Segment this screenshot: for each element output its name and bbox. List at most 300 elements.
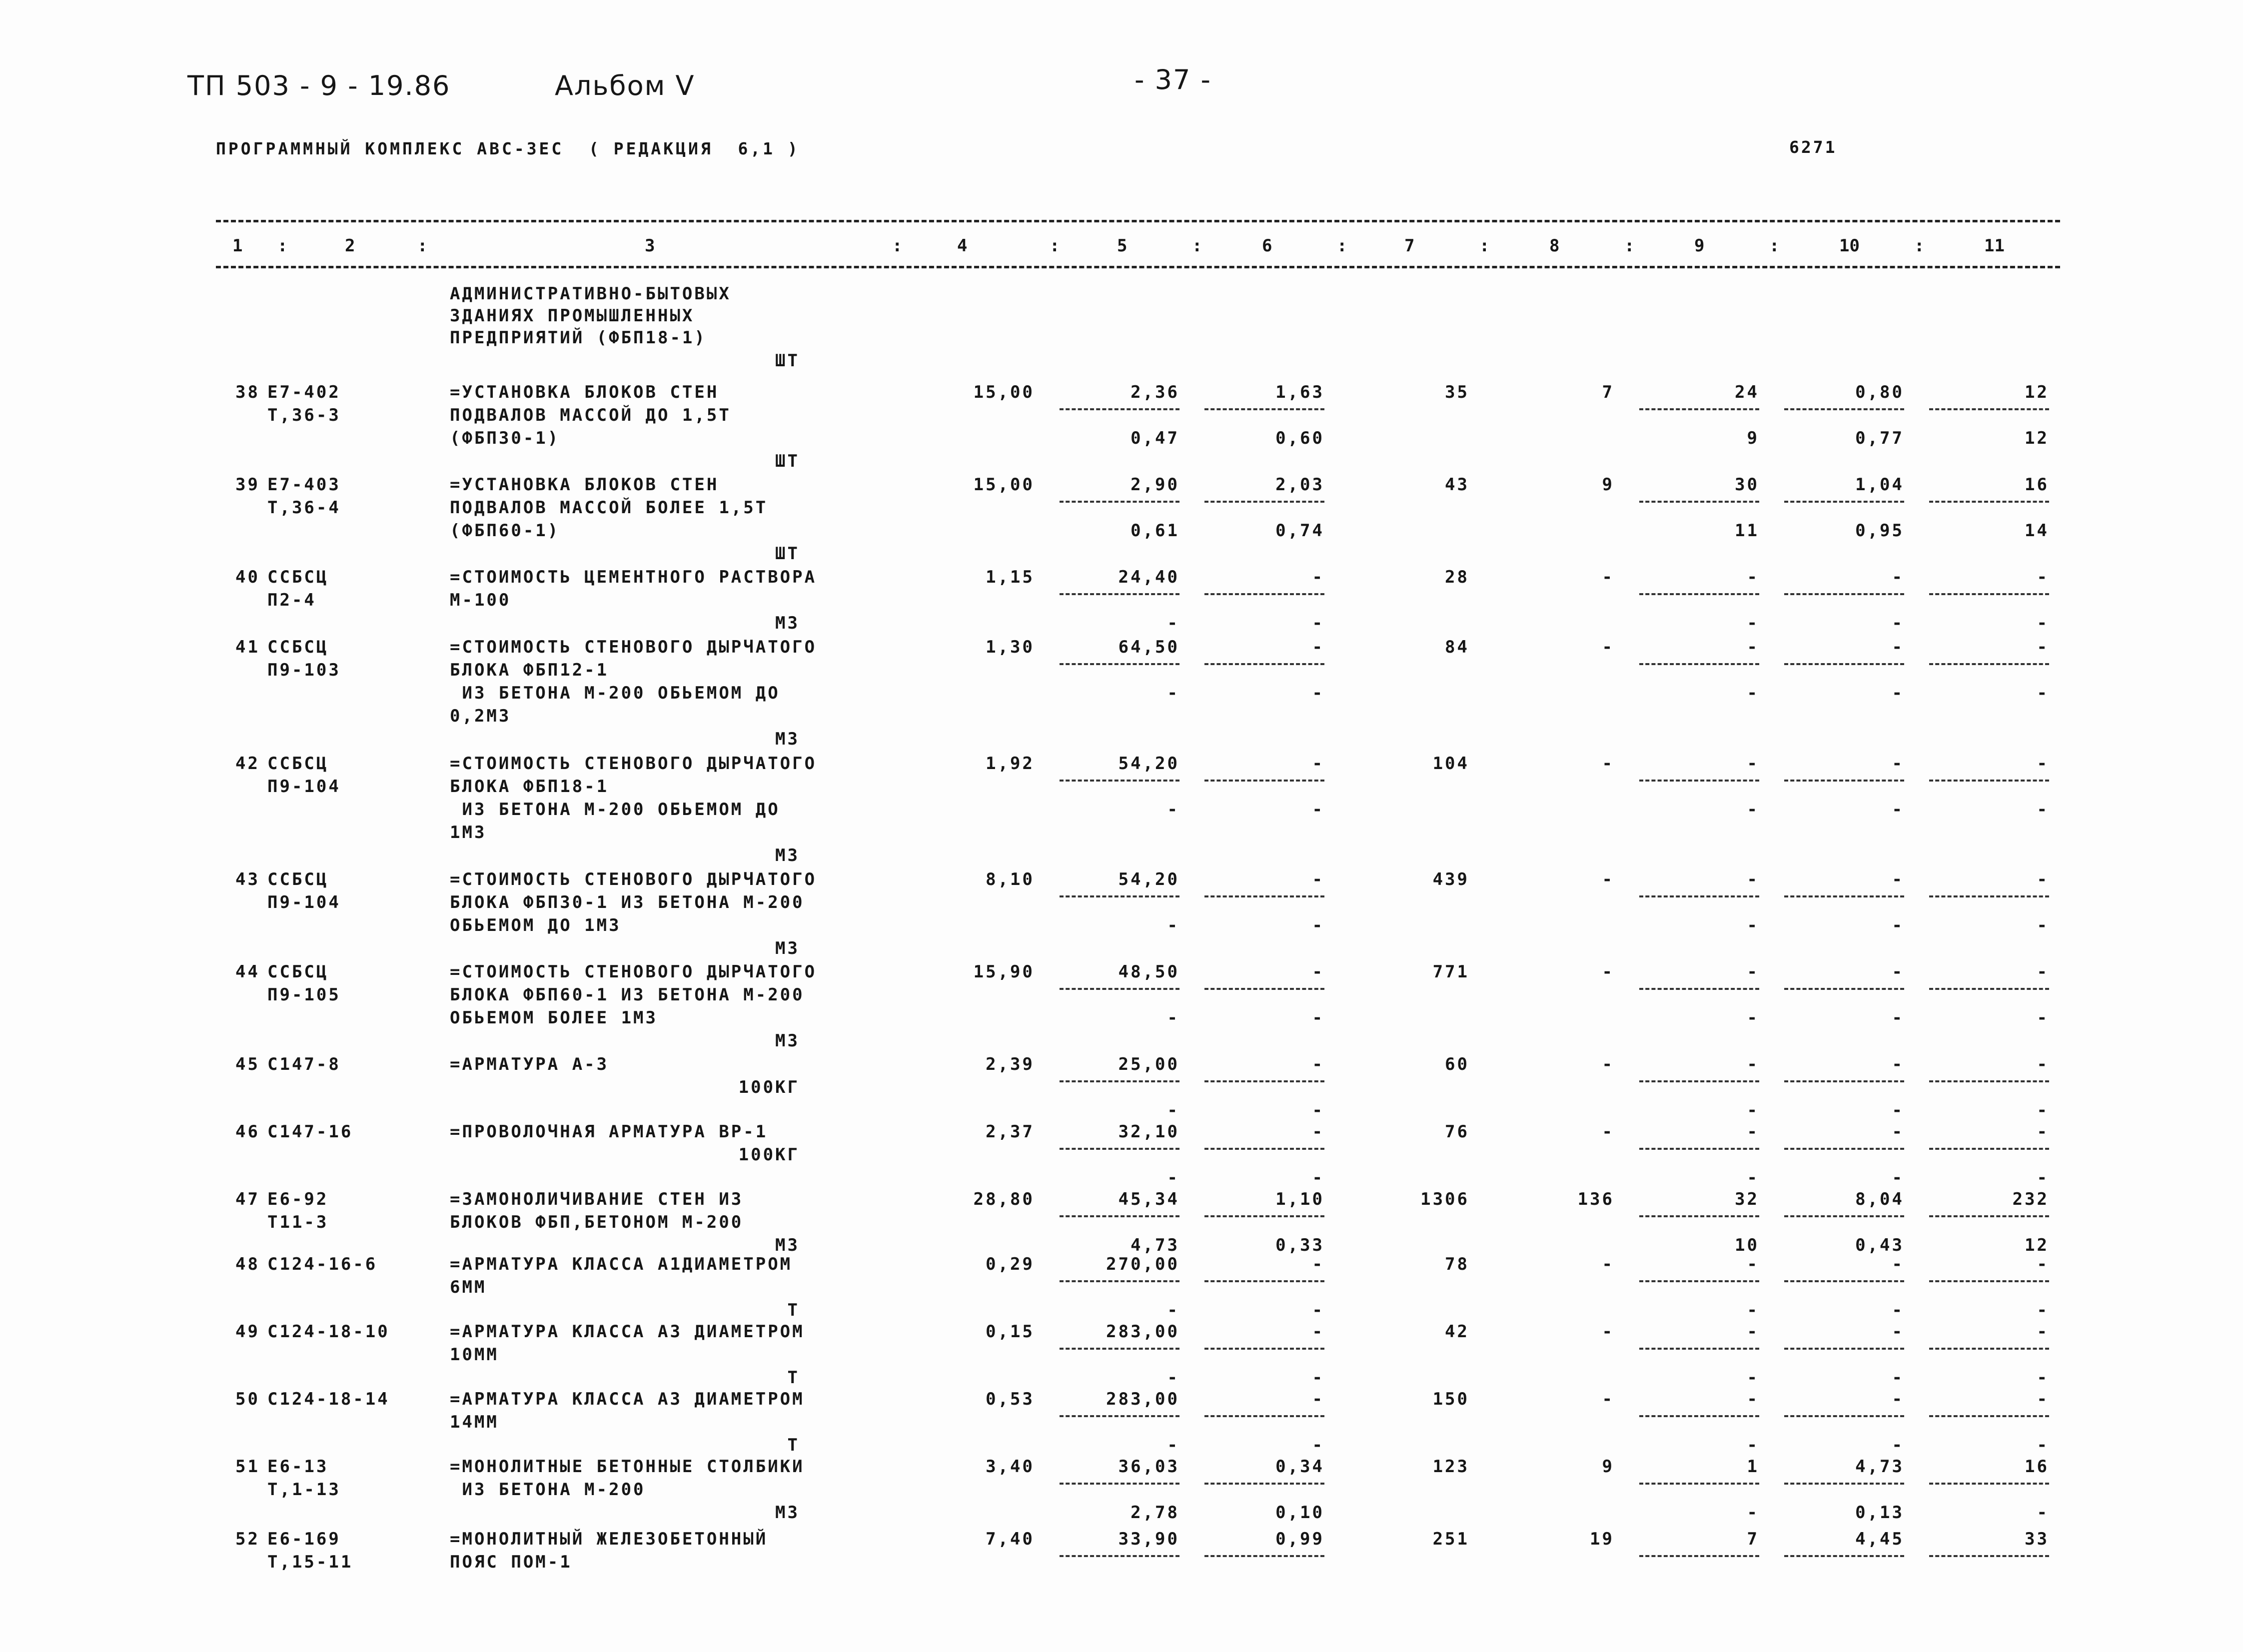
cell-c5-main: 36,03 bbox=[1118, 1457, 1179, 1477]
item-code: С147-8 bbox=[267, 1054, 341, 1074]
cell-c6-sub: 0,60 bbox=[1275, 428, 1324, 448]
cell-c5-sub: - bbox=[1167, 915, 1179, 935]
cell-c6-main: - bbox=[1312, 637, 1324, 657]
cell-c10-main: - bbox=[1892, 637, 1904, 657]
cell-c6-rule bbox=[1204, 1348, 1324, 1350]
cell-c5-rule bbox=[1060, 1483, 1179, 1485]
album-label: Альбом V bbox=[555, 70, 695, 101]
row-number: 41 bbox=[235, 637, 260, 657]
cell-c11-main: - bbox=[2037, 869, 2049, 889]
cell-c5-rule bbox=[1060, 593, 1179, 595]
item-quantity: 15,00 bbox=[973, 382, 1035, 402]
cell-c5-rule bbox=[1060, 780, 1179, 782]
cell-c6-rule bbox=[1204, 1280, 1324, 1282]
cell-c5-main: 48,50 bbox=[1118, 962, 1179, 982]
cell-c8: - bbox=[1602, 1122, 1614, 1142]
cell-c10-rule bbox=[1784, 1555, 1904, 1557]
item-description: ПОЯС ПОМ-1 bbox=[450, 1552, 572, 1572]
cell-c7: 123 bbox=[1432, 1457, 1469, 1477]
program-title: ПРОГРАММНЫЙ КОМПЛЕКС АВС-3ЕС ( РЕДАКЦИЯ 6,1 ) bbox=[216, 139, 800, 158]
item-quantity: 1,15 bbox=[986, 567, 1035, 587]
row-number: 45 bbox=[235, 1054, 260, 1074]
item-quantity: 8,10 bbox=[986, 869, 1035, 889]
cell-c5-main: 2,90 bbox=[1130, 475, 1179, 495]
cell-c6-main: - bbox=[1312, 1254, 1324, 1274]
item-description: =АРМАТУРА КЛАССА А3 ДИАМЕТРОМ bbox=[450, 1322, 805, 1342]
item-code: ССБСЦ bbox=[267, 869, 329, 889]
cell-c6-sub: - bbox=[1312, 915, 1324, 935]
cell-c10-rule bbox=[1784, 988, 1904, 990]
row-number: 43 bbox=[235, 869, 260, 889]
cell-c10-rule bbox=[1784, 1483, 1904, 1485]
cell-c5-sub: - bbox=[1167, 1168, 1179, 1188]
cell-c6-sub: 0,10 bbox=[1275, 1503, 1324, 1523]
cell-c5-rule bbox=[1060, 1415, 1179, 1417]
item-quantity: 15,90 bbox=[973, 962, 1035, 982]
cell-c11-main: - bbox=[2037, 962, 2049, 982]
cell-c11-sub: 12 bbox=[2025, 1235, 2049, 1255]
item-description: ИЗ БЕТОНА М-200 ОБЬЕМОМ ДО bbox=[450, 800, 780, 820]
item-description: =СТОИМОСТЬ ЦЕМЕНТНОГО РАСТВОРА bbox=[450, 567, 817, 587]
item-code: Е6-169 bbox=[267, 1529, 341, 1549]
cell-c11-main: - bbox=[2037, 637, 2049, 657]
cell-c11-sub: - bbox=[2037, 800, 2049, 820]
cell-c6-rule bbox=[1204, 1415, 1324, 1417]
item-code: ССБСЦ bbox=[267, 962, 329, 982]
cell-c9-main: - bbox=[1747, 637, 1759, 657]
item-unit: ШТ bbox=[775, 544, 800, 564]
item-quantity: 3,40 bbox=[986, 1457, 1035, 1477]
cell-c7: 84 bbox=[1445, 637, 1469, 657]
cell-c6-main: - bbox=[1312, 869, 1324, 889]
cell-c11-sub: - bbox=[2037, 1008, 2049, 1028]
cell-c11-main: - bbox=[2037, 754, 2049, 774]
cell-c9-rule bbox=[1639, 780, 1759, 782]
cell-c9-sub: - bbox=[1747, 1300, 1759, 1320]
row-number: 52 bbox=[235, 1529, 260, 1549]
cell-c6-main: - bbox=[1312, 567, 1324, 587]
col-header-8: 8 bbox=[1549, 236, 1560, 256]
col-header-2: 2 bbox=[345, 236, 355, 256]
cell-c5-main: 25,00 bbox=[1118, 1054, 1179, 1074]
item-code: С124-18-10 bbox=[267, 1322, 390, 1342]
cell-c5-sub: - bbox=[1167, 613, 1179, 633]
cell-c5-main: 270,00 bbox=[1106, 1254, 1179, 1274]
item-code: С147-16 bbox=[267, 1122, 353, 1142]
item-description: 1М3 bbox=[450, 823, 487, 842]
item-description: =МОНОЛИТНЫЕ БЕТОННЫЕ СТОЛБИКИ bbox=[450, 1457, 805, 1477]
row-number: 42 bbox=[235, 754, 260, 774]
cell-c11-main: - bbox=[2037, 1254, 2049, 1274]
cell-c6-rule bbox=[1204, 1215, 1324, 1217]
cell-c10-main: 1,04 bbox=[1855, 475, 1904, 495]
item-description: =СТОИМОСТЬ СТЕНОВОГО ДЫРЧАТОГО bbox=[450, 637, 817, 657]
item-unit: Т bbox=[787, 1368, 800, 1388]
cell-c9-main: 24 bbox=[1735, 382, 1759, 402]
item-description: ОБЬЕМОМ БОЛЕЕ 1М3 bbox=[450, 1008, 658, 1028]
cell-c5-main: 2,36 bbox=[1130, 382, 1179, 402]
cell-c5-main: 64,50 bbox=[1118, 637, 1179, 657]
cell-c7: 150 bbox=[1432, 1389, 1469, 1409]
cell-c10-sub: 0,13 bbox=[1855, 1503, 1904, 1523]
cell-c9-sub: 11 bbox=[1735, 521, 1759, 541]
row-number: 50 bbox=[235, 1389, 260, 1409]
item-code: ССБСЦ bbox=[267, 567, 329, 587]
cell-c9-main: - bbox=[1747, 1322, 1759, 1342]
item-description: (ФБП30-1) bbox=[450, 428, 560, 448]
cell-c8: - bbox=[1602, 1254, 1614, 1274]
cell-c11-rule bbox=[1929, 1148, 2049, 1150]
item-quantity: 7,40 bbox=[986, 1529, 1035, 1549]
item-code: С124-16-6 bbox=[267, 1254, 378, 1274]
cell-c9-main: - bbox=[1747, 869, 1759, 889]
cell-c7: 43 bbox=[1445, 475, 1469, 495]
cell-c9-rule bbox=[1639, 1483, 1759, 1485]
item-code: ССБСЦ bbox=[267, 637, 329, 657]
cell-c10-sub: - bbox=[1892, 1168, 1904, 1188]
document-code: 6271 bbox=[1789, 137, 1837, 157]
cell-c10-rule bbox=[1784, 1215, 1904, 1217]
item-unit: М3 bbox=[775, 845, 800, 865]
cell-c5-sub: 2,78 bbox=[1130, 1503, 1179, 1523]
item-unit: Т bbox=[787, 1435, 800, 1455]
tp-number: ТП 503 - 9 - 19.86 bbox=[187, 70, 451, 101]
cell-c6-sub: - bbox=[1312, 683, 1324, 703]
cell-c5-rule bbox=[1060, 663, 1179, 665]
cell-c11-main: - bbox=[2037, 1322, 2049, 1342]
item-description: 14ММ bbox=[450, 1412, 499, 1432]
cell-c11-rule bbox=[1929, 1483, 2049, 1485]
cell-c9-rule bbox=[1639, 663, 1759, 665]
item-description: =АРМАТУРА КЛАССА А3 ДИАМЕТРОМ bbox=[450, 1389, 805, 1409]
cell-c9-rule bbox=[1639, 1280, 1759, 1282]
row-number: 39 bbox=[235, 475, 260, 495]
cell-c11-main: - bbox=[2037, 1054, 2049, 1074]
item-description: =АРМАТУРА КЛАССА А1ДИАМЕТРОМ bbox=[450, 1254, 793, 1274]
cell-c10-sub: - bbox=[1892, 915, 1904, 935]
cell-c6-main: - bbox=[1312, 1122, 1324, 1142]
cell-c6-rule bbox=[1204, 1148, 1324, 1150]
cell-c11-rule bbox=[1929, 408, 2049, 410]
cell-c8: 136 bbox=[1577, 1189, 1614, 1209]
row-number: 44 bbox=[235, 962, 260, 982]
cell-c9-rule bbox=[1639, 593, 1759, 595]
cell-c9-main: 7 bbox=[1747, 1529, 1759, 1549]
item-description: =СТОИМОСТЬ СТЕНОВОГО ДЫРЧАТОГО bbox=[450, 962, 817, 982]
cell-c5-rule bbox=[1060, 895, 1179, 897]
cell-c11-sub: - bbox=[2037, 1503, 2049, 1523]
item-description: =ЗАМОНОЛИЧИВАНИЕ СТЕН ИЗ bbox=[450, 1189, 744, 1209]
cell-c6-sub: 0,33 bbox=[1275, 1235, 1324, 1255]
cell-c5-main: 54,20 bbox=[1118, 754, 1179, 774]
cell-c10-main: - bbox=[1892, 869, 1904, 889]
cell-c5-sub: - bbox=[1167, 1435, 1179, 1455]
item-code: П9-104 bbox=[267, 777, 341, 797]
col-header-7: 7 bbox=[1404, 236, 1415, 256]
cell-c7: 251 bbox=[1432, 1529, 1469, 1549]
item-unit: 100КГ bbox=[738, 1077, 800, 1097]
item-code: Т,15-11 bbox=[267, 1552, 353, 1572]
cell-c6-rule bbox=[1204, 1483, 1324, 1485]
cell-c10-sub: - bbox=[1892, 683, 1904, 703]
cell-c11-rule bbox=[1929, 501, 2049, 503]
cell-c8: 9 bbox=[1602, 475, 1614, 495]
cell-c10-sub: - bbox=[1892, 1008, 1904, 1028]
item-code: Е7-403 bbox=[267, 475, 341, 495]
item-code: Т,36-4 bbox=[267, 498, 341, 518]
cell-c10-main: - bbox=[1892, 1322, 1904, 1342]
cell-c6-rule bbox=[1204, 593, 1324, 595]
cell-c6-rule bbox=[1204, 988, 1324, 990]
cell-c11-rule bbox=[1929, 1415, 2049, 1417]
cell-c8: - bbox=[1602, 869, 1614, 889]
cell-c9-main: - bbox=[1747, 1054, 1759, 1074]
cell-c6-main: - bbox=[1312, 754, 1324, 774]
item-unit: Т bbox=[787, 1300, 800, 1320]
cell-c8: - bbox=[1602, 637, 1614, 657]
cell-c9-rule bbox=[1639, 1555, 1759, 1557]
cell-c10-rule bbox=[1784, 895, 1904, 897]
cell-c10-main: - bbox=[1892, 1054, 1904, 1074]
cell-c8: 19 bbox=[1590, 1529, 1614, 1549]
cell-c9-sub: 10 bbox=[1735, 1235, 1759, 1255]
cell-c5-rule bbox=[1060, 1215, 1179, 1217]
intro-line: ПРЕДПРИЯТИЙ (ФБП18-1) bbox=[450, 328, 707, 348]
cell-c9-rule bbox=[1639, 1415, 1759, 1417]
cell-c7: 439 bbox=[1432, 869, 1469, 889]
row-number: 49 bbox=[235, 1322, 260, 1342]
item-description: ПОДВАЛОВ МАССОЙ ДО 1,5Т bbox=[450, 405, 731, 425]
cell-c10-main: - bbox=[1892, 754, 1904, 774]
cell-c8: 9 bbox=[1602, 1457, 1614, 1477]
cell-c5-rule bbox=[1060, 501, 1179, 503]
item-code: Т11-3 bbox=[267, 1212, 329, 1232]
item-description: БЛОКА ФБП60-1 ИЗ БЕТОНА М-200 bbox=[450, 985, 805, 1005]
item-description: =ПРОВОЛОЧНАЯ АРМАТУРА ВР-1 bbox=[450, 1122, 768, 1142]
cell-c7: 60 bbox=[1445, 1054, 1469, 1074]
cell-c11-rule bbox=[1929, 1348, 2049, 1350]
cell-c9-rule bbox=[1639, 1148, 1759, 1150]
cell-c10-sub: 0,43 bbox=[1855, 1235, 1904, 1255]
col-header-3: 3 bbox=[645, 236, 655, 256]
item-unit: М3 bbox=[775, 938, 800, 958]
cell-c6-sub: - bbox=[1312, 1168, 1324, 1188]
cell-c6-sub: - bbox=[1312, 1300, 1324, 1320]
item-code: Т,1-13 bbox=[267, 1480, 341, 1500]
cell-c8: - bbox=[1602, 754, 1614, 774]
item-quantity: 28,80 bbox=[973, 1189, 1035, 1209]
item-description: =СТОИМОСТЬ СТЕНОВОГО ДЫРЧАТОГО bbox=[450, 869, 817, 889]
cell-c6-sub: - bbox=[1312, 800, 1324, 820]
cell-c10-main: 4,73 bbox=[1855, 1457, 1904, 1477]
item-quantity: 2,39 bbox=[986, 1054, 1035, 1074]
cell-c9-sub: - bbox=[1747, 683, 1759, 703]
col-header-4: 4 bbox=[957, 236, 968, 256]
cell-c5-main: 32,10 bbox=[1118, 1122, 1179, 1142]
cell-c11-rule bbox=[1929, 1215, 2049, 1217]
item-unit: М3 bbox=[775, 613, 800, 633]
cell-c11-main: - bbox=[2037, 567, 2049, 587]
cell-c11-rule bbox=[1929, 663, 2049, 665]
cell-c7: 104 bbox=[1432, 754, 1469, 774]
cell-c7: 28 bbox=[1445, 567, 1469, 587]
cell-c11-rule bbox=[1929, 988, 2049, 990]
cell-c9-sub: - bbox=[1747, 1008, 1759, 1028]
cell-c5-sub: - bbox=[1167, 683, 1179, 703]
item-code: Е6-13 bbox=[267, 1457, 329, 1477]
cell-c6-main: 2,03 bbox=[1275, 475, 1324, 495]
cell-c10-main: - bbox=[1892, 1122, 1904, 1142]
item-description: ПОДВАЛОВ МАССОЙ БОЛЕЕ 1,5Т bbox=[450, 498, 768, 518]
cell-c9-sub: - bbox=[1747, 613, 1759, 633]
cell-c5-rule bbox=[1060, 1555, 1179, 1557]
cell-c6-rule bbox=[1204, 895, 1324, 897]
cell-c7: 35 bbox=[1445, 382, 1469, 402]
cell-c6-sub: - bbox=[1312, 1435, 1324, 1455]
cell-c9-main: - bbox=[1747, 754, 1759, 774]
cell-c8: - bbox=[1602, 567, 1614, 587]
item-unit: М3 bbox=[775, 1031, 800, 1051]
cell-c6-main: - bbox=[1312, 1389, 1324, 1409]
document-page: ТП 503 - 9 - 19.86 Альбом V - 37 - ПРОГРАММНЫЙ КОМПЛЕКС АВС-3ЕС ( РЕДАКЦИЯ 6,1 ) 6271 1 2 3 4 5 6 7 8 9 10 11 : : : : : : : : : : АДМИНИСТРАТИВНО-БЫТОВЫХ ЗДАНИЯХ ПРОМЫШЛЕННЫХ ПРЕДПРИЯТИЙ (ФБП18-1) ШТ 38 Е7-402 Т,36-3 =УСТАНОВКА БЛОКОВ СТЕН ПОДВАЛОВ МАССОЙ ДО 1,5Т (ФБП30-1) ШТ 15,00 2,36 0,47 1,63 0,60 35 7 24 9 0,80 0,77 12 12 39 Е7-403 Т,36-4 =УСТАНОВКА БЛОКОВ СТЕН ПОДВАЛОВ МАССОЙ БОЛЕЕ 1,5Т (ФБП60-1) ШТ 15,00 2,90 0,61 2,03 0,74 43 9 30 11 1,04 0,95 16 14 40 ССБСЦ П2-4 =СТОИМОСТЬ ЦЕМЕНТНОГО РАСТВОРА М-100 М3 1,15 24,40 - - - 28 - - - - - - - 41 ССБСЦ П9-103 =СТОИМОСТЬ СТЕНОВОГО ДЫРЧАТОГО БЛОКА ФБП12-1 ИЗ БЕТОНА М-200 ОБЬЕМОМ ДО 0,2М3 М3 1,30 64,50 - - - 84 - - - - - - - 42 ССБСЦ П9-104 =СТОИМОСТЬ СТЕНОВОГО ДЫРЧАТОГО БЛОКА ФБП18-1 ИЗ БЕТОНА М-200 ОБЬЕМОМ ДО 1М3 М3 1,92 54,20 - - - 104 - - - - - - - 43 ССБСЦ П9-104 =СТОИМОСТЬ СТЕНОВОГО ДЫРЧАТОГО БЛОКА ФБП30-1 ИЗ БЕТОНА М-200 ОБЬЕМОМ ДО 1М3 М3 8,10 54,20 - - - 439 - - - - - - - 44 ССБСЦ П9-105 =СТОИМОСТЬ СТЕНОВОГО ДЫРЧАТОГО БЛОКА ФБП60-1 ИЗ БЕТОНА М-200 ОБЬЕМОМ БОЛЕЕ 1М3 М3 15,90 48,50 - - - 771 - - - - - - - 45 С147-8 =АРМАТУРА А-3 100КГ 2,39 25,00 - - - 60 - - - - - - - 46 С147-16 =ПРОВОЛОЧНАЯ АРМАТУРА ВР-1 100КГ 2,37 32,10 - - - 76 - - - - - - - 47 Е6-92 Т11-3 =ЗАМОНОЛИЧИВАНИЕ СТЕН ИЗ БЛОКОВ ФБП,БЕТОНОМ М-200 М3 28,80 45,34 4,73 1,10 0,33 1306 136 32 10 8,04 0,43 232 12 48 С124-16-6 =АРМАТУРА КЛАССА А1ДИАМЕТРОМ 6ММ Т 0,29 270,00 - - - 78 - - - - - - - 49 С124-18-10 =АРМАТУРА КЛАССА А3 ДИАМЕТРОМ 10ММ Т 0,15 283,00 - - - 42 - - - - - - - 50 С124-18-14 =АРМАТУРА КЛАССА А3 ДИАМЕТРОМ 14ММ Т 0,53 283,00 - - - 150 - - - - - - - 51 Е6-13 Т,1-13 =МОНОЛИТНЫЕ БЕТОННЫЕ СТОЛБИКИ ИЗ БЕТОНА М-200 М3 3,40 36,03 2,78 0,34 0,10 123 9 1 - 4,73 0,13 16 - 52 Е6-169 Т,15-11 =МОНОЛИТНЫЙ ЖЕЛЕЗОБЕТОННЫЙ ПОЯС ПОМ-1 7,40 33,90 0,99 251 19 7 4,45 33 bbox=[0, 0, 2243, 1652]
cell-c9-rule bbox=[1639, 408, 1759, 410]
col-header-10: 10 bbox=[1839, 236, 1860, 256]
cell-c6-rule bbox=[1204, 501, 1324, 503]
cell-c10-sub: - bbox=[1892, 800, 1904, 820]
cell-c9-sub: - bbox=[1747, 915, 1759, 935]
cell-c10-sub: 0,95 bbox=[1855, 521, 1904, 541]
cell-c10-rule bbox=[1784, 1415, 1904, 1417]
item-description: БЛОКОВ ФБП,БЕТОНОМ М-200 bbox=[450, 1212, 744, 1232]
item-description: ИЗ БЕТОНА М-200 ОБЬЕМОМ ДО bbox=[450, 683, 780, 703]
cell-c5-rule bbox=[1060, 1348, 1179, 1350]
cell-c10-main: 0,80 bbox=[1855, 382, 1904, 402]
row-number: 47 bbox=[235, 1189, 260, 1209]
item-quantity: 2,37 bbox=[986, 1122, 1035, 1142]
cell-c6-main: 0,34 bbox=[1275, 1457, 1324, 1477]
cell-c5-rule bbox=[1060, 408, 1179, 410]
cell-c9-main: - bbox=[1747, 1122, 1759, 1142]
cell-c9-rule bbox=[1639, 1348, 1759, 1350]
cell-c5-sub: - bbox=[1167, 1100, 1179, 1120]
item-unit: М3 bbox=[775, 1235, 800, 1255]
item-quantity: 1,30 bbox=[986, 637, 1035, 657]
row-number: 48 bbox=[235, 1254, 260, 1274]
cell-c5-sub: - bbox=[1167, 1008, 1179, 1028]
cell-c9-main: - bbox=[1747, 1389, 1759, 1409]
row-number: 51 bbox=[235, 1457, 260, 1477]
cell-c10-rule bbox=[1784, 1148, 1904, 1150]
cell-c6-sub: 0,74 bbox=[1275, 521, 1324, 541]
cell-c7: 42 bbox=[1445, 1322, 1469, 1342]
cell-c11-main: 16 bbox=[2025, 1457, 2049, 1477]
cell-c5-rule bbox=[1060, 988, 1179, 990]
item-description: =МОНОЛИТНЫЙ ЖЕЛЕЗОБЕТОННЫЙ bbox=[450, 1529, 768, 1549]
cell-c5-sub: 0,61 bbox=[1130, 521, 1179, 541]
cell-c9-sub: - bbox=[1747, 1168, 1759, 1188]
cell-c11-sub: - bbox=[2037, 1168, 2049, 1188]
cell-c10-sub: 0,77 bbox=[1855, 428, 1904, 448]
cell-c10-rule bbox=[1784, 408, 1904, 410]
cell-c9-rule bbox=[1639, 988, 1759, 990]
cell-c11-rule bbox=[1929, 895, 2049, 897]
item-code: Е6-92 bbox=[267, 1189, 329, 1209]
cell-c10-rule bbox=[1784, 663, 1904, 665]
item-description: ОБЬЕМОМ ДО 1М3 bbox=[450, 915, 621, 935]
cell-c5-main: 24,40 bbox=[1118, 567, 1179, 587]
item-description: =УСТАНОВКА БЛОКОВ СТЕН bbox=[450, 475, 719, 495]
row-number: 46 bbox=[235, 1122, 260, 1142]
cell-c10-rule bbox=[1784, 501, 1904, 503]
col-header-6: 6 bbox=[1262, 236, 1272, 256]
cell-c6-rule bbox=[1204, 408, 1324, 410]
cell-c6-sub: - bbox=[1312, 1008, 1324, 1028]
intro-unit: ШТ bbox=[775, 351, 800, 371]
row-number: 40 bbox=[235, 567, 260, 587]
cell-c8: - bbox=[1602, 1322, 1614, 1342]
cell-c7: 1306 bbox=[1420, 1189, 1469, 1209]
cell-c5-main: 54,20 bbox=[1118, 869, 1179, 889]
cell-c9-main: 1 bbox=[1747, 1457, 1759, 1477]
item-unit: М3 bbox=[775, 729, 800, 749]
item-quantity: 1,92 bbox=[986, 754, 1035, 774]
cell-c11-rule bbox=[1929, 1555, 2049, 1557]
cell-c6-main: 1,10 bbox=[1275, 1189, 1324, 1209]
cell-c10-sub: - bbox=[1892, 1368, 1904, 1388]
cell-c6-rule bbox=[1204, 780, 1324, 782]
cell-c9-rule bbox=[1639, 1215, 1759, 1217]
cell-c9-sub: - bbox=[1747, 1368, 1759, 1388]
cell-c11-rule bbox=[1929, 780, 2049, 782]
item-description: 0,2М3 bbox=[450, 706, 511, 726]
cell-c10-sub: - bbox=[1892, 1100, 1904, 1120]
item-code: Е7-402 bbox=[267, 382, 341, 402]
item-description: БЛОКА ФБП18-1 bbox=[450, 777, 609, 797]
cell-c10-main: - bbox=[1892, 962, 1904, 982]
item-description: 6ММ bbox=[450, 1277, 487, 1297]
cell-c11-sub: 12 bbox=[2025, 428, 2049, 448]
cell-c10-main: - bbox=[1892, 1389, 1904, 1409]
cell-c11-rule bbox=[1929, 1080, 2049, 1082]
cell-c10-main: 8,04 bbox=[1855, 1189, 1904, 1209]
cell-c10-rule bbox=[1784, 780, 1904, 782]
cell-c6-main: 1,63 bbox=[1275, 382, 1324, 402]
cell-c5-rule bbox=[1060, 1080, 1179, 1082]
col-header-11: 11 bbox=[1984, 236, 2005, 256]
item-quantity: 0,53 bbox=[986, 1389, 1035, 1409]
cell-c10-rule bbox=[1784, 1080, 1904, 1082]
item-description: (ФБП60-1) bbox=[450, 521, 560, 541]
cell-c8: - bbox=[1602, 1389, 1614, 1409]
cell-c6-main: - bbox=[1312, 1054, 1324, 1074]
cell-c11-main: - bbox=[2037, 1389, 2049, 1409]
cell-c10-rule bbox=[1784, 593, 1904, 595]
item-unit: ШТ bbox=[775, 451, 800, 471]
cell-c5-sub: - bbox=[1167, 1368, 1179, 1388]
cell-c6-rule bbox=[1204, 1555, 1324, 1557]
cell-c9-rule bbox=[1639, 895, 1759, 897]
item-quantity: 0,15 bbox=[986, 1322, 1035, 1342]
cell-c5-sub: 0,47 bbox=[1130, 428, 1179, 448]
col-header-5: 5 bbox=[1117, 236, 1127, 256]
item-code: ССБСЦ bbox=[267, 754, 329, 774]
cell-c10-rule bbox=[1784, 1348, 1904, 1350]
cell-c11-main: - bbox=[2037, 1122, 2049, 1142]
page-number: - 37 - bbox=[1134, 64, 1212, 95]
cell-c8: - bbox=[1602, 1054, 1614, 1074]
cell-c10-main: - bbox=[1892, 567, 1904, 587]
item-description: =СТОИМОСТЬ СТЕНОВОГО ДЫРЧАТОГО bbox=[450, 754, 817, 774]
